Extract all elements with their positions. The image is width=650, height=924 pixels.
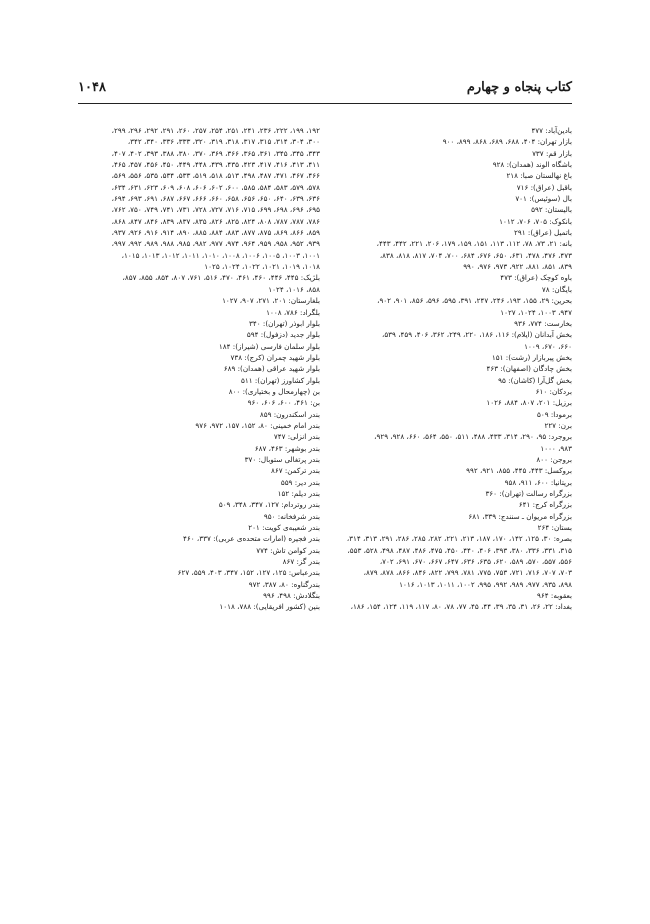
index-entry: باوه کوچک (عراق): ۴۷۳ xyxy=(500,273,572,283)
index-entry: ۵۵۶، ۵۵۷، ۵۷۰، ۵۸۹، ۶۲۰، ۶۳۵، ۶۳۶، ۶۴۷، ۶۶۷، ۶۷۰، ۶۹۱، ۷۰۲، xyxy=(379,557,572,567)
index-entry: بندر روتردام: ۱۲۷، ۳۴۷، ۳۴۸، ۵۰۹ xyxy=(218,500,320,510)
index-entry: ۵۷۸، ۵۷۹، ۵۸۳، ۵۸۴، ۵۸۵، ۶۰۰، ۶۰۲، ۶۰۶، ۶۰۸، ۶۰۹، ۶۲۳، ۶۳۱، ۶۳۴، xyxy=(111,182,320,192)
index-entry: بانکوک: ۷۰۵، ۷۰۶، ۱۰۱۲ xyxy=(499,216,572,226)
index-entry: برزیل: ۲۰۱، ۸۰۷، ۸۸۴، ۱۰۲۶ xyxy=(486,398,572,408)
index-entry: ۴۷۳، ۴۷۶، ۴۷۸، ۶۳۱، ۶۵۰، ۶۷۶، ۶۸۴، ۷۰۰، ۷۰۴، ۸۱۷، ۸۱۸، ۸۳۸، xyxy=(379,250,572,260)
index-entry: ۴۱۱، ۴۱۳، ۴۱۶، ۴۱۷، ۴۲۳، ۴۳۵، ۴۳۹، ۴۴۸، ۴۴۹، ۴۵۰، ۴۵۶، ۴۵۷، ۴۶۵، xyxy=(111,160,320,170)
index-column-right xyxy=(332,125,572,613)
index-entry: برمودا: ۵۰۹ xyxy=(536,409,572,419)
book-title: کتاب پنجاه و چهارم xyxy=(466,80,572,95)
index-entry: ۴۶۶، ۴۶۷، ۴۷۱، ۴۸۷، ۴۹۸، ۵۱۳، ۵۱۸، ۵۱۹، ۵۳۳، ۵۳۴، ۵۳۵، ۵۵۶، ۵۶۹، xyxy=(111,171,320,181)
index-entry: بروجرد: ۹۵، ۲۹۰، ۳۱۴، ۴۳۳، ۴۸۸، ۵۱۱، ۵۵۰، ۵۶۴، ۶۶۰، ۹۲۸، ۹۲۹، xyxy=(374,432,572,442)
index-entry: بخارست: ۷۷۴، ۹۳۶ xyxy=(514,318,572,328)
header-divider xyxy=(78,103,572,104)
index-entry: باشگاه الوند (همدان): ۹۲۸ xyxy=(492,160,572,170)
index-entry: بخش گل‌آرا (کاشان): ۹۵ xyxy=(498,375,572,385)
index-entry: ۹۳۹، ۹۵۲، ۹۵۸، ۹۵۹، ۹۶۴، ۹۷۴، ۹۷۷، ۹۸۲، ۹۸۵، ۹۸۸، ۹۸۹، ۹۹۲، ۹۹۷، xyxy=(111,239,320,249)
index-entry: بردکان: ۶۱۰ xyxy=(535,386,572,396)
index-entry: بخش آبدانان (ایلام): ۱۱۶، ۱۸۶، ۲۲۰، ۲۴۹، ۳۶۲، ۴۰۶، ۴۵۹، ۵۳۹، xyxy=(381,330,572,340)
index-entry: بادین‌آباد: ۴۷۷ xyxy=(531,126,572,135)
index-entry: بندرعباس: ۱۲۵، ۱۲۷، ۱۵۲، ۳۴۷، ۴۰۳، ۵۵۹، ۶۲۷ xyxy=(177,568,320,578)
index-entry: بندر بوشهر: ۴۶۳، ۶۸۷ xyxy=(254,443,320,453)
index-entry: ۸۳۹، ۸۵۱، ۸۸۱، ۹۲۲، ۹۷۳، ۹۷۶، ۹۹۰ xyxy=(463,262,572,272)
index-entry: بلگراد: ۷۸۶، ۱۰۰۸ xyxy=(266,307,320,317)
index-entry: بندر انزلی: ۷۴۷ xyxy=(273,432,320,442)
index-entry: ۳۴۳، ۳۴۵، ۳۴۵، ۳۶۱، ۳۶۵، ۳۶۶، ۳۶۹، ۳۷۰، ۳۸۰، ۳۸۸، ۳۹۳، ۴۰۲، ۴۰۷، xyxy=(111,148,320,158)
index-entry: بن: ۴۶۱، ۶۰۰، ۶۰۶، ۹۶۰ xyxy=(247,398,320,408)
index-entry: بصره: ۳۰، ۱۲۵، ۱۴۲، ۱۷۰، ۱۸۷، ۲۱۳، ۲۲۱، ۲۸۲، ۲۸۵، ۲۸۶، ۲۹۱، ۳۱۳، ۳۱۴، xyxy=(346,534,572,544)
index-entry: ۳۱۵، ۳۳۱، ۳۳۶، ۳۸۰، ۳۹۳، ۴۰۶، ۴۴۰، ۴۵۰، ۴۷۵، ۴۸۶، ۴۸۷، ۴۹۸، ۵۲۸، ۵۵۳، xyxy=(347,545,572,555)
index-entry: بلوار کشاورز (تهران): ۵۱۱ xyxy=(240,375,320,385)
index-entry: بحرین: ۲۹، ۱۵۵، ۱۹۳، ۲۴۶، ۲۴۷، ۳۹۱، ۵۹۵، ۵۹۶، ۸۵۶، ۹۰۱، ۹۰۲، xyxy=(377,296,572,306)
index-entry: باتمیل (عراق): ۲۹۱ xyxy=(514,228,572,238)
index-entry: ۷۰۳، ۷۰۷، ۷۱۶، ۷۲۱، ۷۵۳، ۷۷۵، ۷۸۱، ۷۹۹، ۸۲۲، ۸۴۶، ۸۶۶، ۸۷۸، ۸۷۹، xyxy=(363,568,572,578)
index-entry: بازار تهران: ۴۰۴، ۶۸۸، ۶۸۹، ۸۶۸، ۸۹۹، ۹۰۰ xyxy=(442,137,572,147)
index-entry: بزرگراه مریوان ـ سنندج: ۳۳۹، ۶۸۱ xyxy=(468,511,572,521)
index-entry: برن: ۲۲۷ xyxy=(544,420,572,430)
index-entry: ۶۳۶، ۶۳۹، ۶۴۰، ۶۵۰، ۶۵۶، ۶۵۸، ۶۶۰، ۶۶۶، ۶۶۷، ۶۸۷، ۶۹۱، ۶۹۳، ۶۹۴، xyxy=(111,194,320,204)
index-entry: بندر شعیبه‌ی کویت: ۲۰۱ xyxy=(248,523,320,533)
index-entry: ۷۸۶، ۷۸۷، ۷۸۷، ۸۰۸، ۸۲۴، ۸۲۵، ۸۲۶، ۸۳۵، ۸۳۷، ۸۳۹، ۸۴۶، ۸۴۷، ۸۶۸، xyxy=(111,216,320,226)
index-entry: بازار قم: ۷۳۷ xyxy=(532,148,572,158)
index-entry: ۶۹۵، ۶۹۶، ۶۹۸، ۶۹۹، ۷۱۵، ۷۱۶، ۷۲۷، ۷۲۸، ۷۳۱، ۷۴۱، ۷۴۹، ۷۵۰، ۷۶۲، xyxy=(111,205,320,215)
index-entry: بندر گز: ۸۶۷ xyxy=(282,557,320,567)
index-entry: بلوار شهید چمران (کرج): ۷۳۸ xyxy=(230,352,320,362)
index-entry: بندرگناوه: ۸۰، ۳۸۷، ۹۷۲ xyxy=(248,579,320,589)
index-entry: ۱۰۱۸، ۱۰۱۹، ۱۰۲۱، ۱۰۲۲، ۱۰۲۴، ۱۰۲۵ xyxy=(204,262,320,272)
index-entry: بالیستان: ۵۹۲ xyxy=(531,205,572,215)
index-entry: بندر دیر: ۵۵۹ xyxy=(280,477,320,487)
index-entry: بلژیک: ۴۴۵، ۴۴۶، ۴۶۰، ۴۶۱، ۴۷۰، ۵۱۶، ۷۶۱، ۸۰۷، ۸۵۴، ۸۵۵، ۸۵۷، xyxy=(122,273,320,283)
index-entry: باقبل (عراق): ۷۱۶ xyxy=(516,182,572,192)
index-entry: بلوار ابوذر (تهران): ۳۴۰ xyxy=(249,318,320,328)
index-entry: ۹۸۳، ۱۰۰۰ xyxy=(540,443,572,453)
index-entry: بزرگراه کرج: ۶۴۱ xyxy=(518,500,572,510)
page-header xyxy=(78,80,572,100)
index-entry: بندر امام خمینی: ۸۰، ۱۵۲، ۱۵۷، ۹۷۲، ۹۷۶ xyxy=(195,420,320,430)
index-entry: بندر کوامن تاش: ۷۷۴ xyxy=(256,545,320,555)
index-entry: بندر دیلم: ۱۵۲ xyxy=(277,489,320,498)
index-entry: ۹۴۷، ۱۰۰۳، ۱۰۲۴، ۱۰۲۷ xyxy=(500,307,572,317)
index-entry: بزرگراه رسالت (تهران): ۳۶۰ xyxy=(485,489,572,498)
index-entry: بندر ترکمن: ۸۶۷ xyxy=(270,466,320,476)
index-entry: بن (چهارمحال و بختیاری): ۸۰۰ xyxy=(228,386,320,396)
index-entry: بندر شرفخانه: ۹۵۰ xyxy=(263,511,320,521)
index-entry: بروجن: ۸۰۰ xyxy=(536,454,572,464)
index-entry: ۶۶۰، ۶۷۰، ۱۰۰۹ xyxy=(524,341,572,351)
index-entry: بعقوبه: ۹۶۴ xyxy=(537,591,572,601)
index-entry: ۱۹۲، ۱۹۹، ۲۲۲، ۲۳۶، ۲۴۱، ۲۵۱، ۲۵۴، ۲۵۷، ۲۶۰، ۲۹۱، ۲۹۲، ۲۹۶، ۲۹۹، xyxy=(111,126,320,135)
index-entry: بلوار جدید (دزفول): ۵۹۴ xyxy=(246,330,320,340)
index-entry: بندر فجیره (امارات متحده‌ی عربی): ۳۳۷، ۴۶۰ xyxy=(183,534,320,544)
index-entry: بایگان: ۷۸ xyxy=(541,284,572,294)
index-column-left xyxy=(80,125,320,613)
index-entry: بندر پرتغالی ستوبال: ۳۷۰ xyxy=(244,454,320,464)
index-entry: بلوار شهید عراقی (همدان): ۶۸۹ xyxy=(223,364,320,374)
index-entry: بروکسل: ۴۴۳، ۴۴۵، ۸۵۵، ۹۲۱، ۹۹۲ xyxy=(466,466,572,476)
index-entry: بلغارستان: ۲۰۱، ۲۷۱، ۹۰۷، ۱۰۲۷ xyxy=(222,296,320,306)
index-entry: بال (سوئیس): ۷۰۱ xyxy=(515,194,572,204)
index-entry: بانه: ۲۱، ۷۳، ۷۸، ۱۱۲، ۱۱۳، ۱۵۱، ۱۵۹، ۱۷۹، ۲۰۶، ۲۲۱، ۴۴۲، ۴۴۳، xyxy=(376,239,572,249)
index-entry: بندر اسکندرون: ۸۵۹ xyxy=(259,409,320,419)
index-entry: ۱۰۰۱، ۱۰۰۳، ۱۰۰۵، ۱۰۰۶، ۱۰۰۸، ۱۰۱۰، ۱۰۱۱، ۱۰۱۲، ۱۰۱۳، ۱۰۱۵، xyxy=(121,250,320,260)
index-entry: باغ نهالستان صبا: ۲۱۸ xyxy=(506,171,572,181)
index-entry: بنین (کشور افریقایی): ۷۸۸، ۱۰۱۸ xyxy=(219,602,320,612)
page-number: ۱۰۴۸ xyxy=(78,80,106,95)
index-entry: بنگلادش: ۴۹۸، ۹۹۶ xyxy=(263,591,320,601)
index-entry: بستان: ۲۶۴ xyxy=(537,523,572,533)
index-entry: بغداد: ۲۲، ۲۶، ۳۱، ۳۵، ۳۹، ۴۴، ۴۵، ۷۷، ۷۸، ۸۰، ۱۱۷، ۱۱۹، ۱۲۴، ۱۵۴، ۱۸۶، xyxy=(350,602,572,612)
index-entry: ۸۵۸، ۱۰۱۶، ۱۰۲۴ xyxy=(268,284,320,294)
index-entry: بلوار سلمان فارسی (شیراز): ۱۸۴ xyxy=(218,341,320,351)
index-entry: ۸۹۸، ۹۳۵، ۹۷۷، ۹۸۹، ۹۹۲، ۹۹۵، ۱۰۰۲، ۱۰۱۱، ۱۰۱۳، ۱۰۱۶ xyxy=(399,579,572,589)
index-entry: بریتانیا: ۶۰۰، ۹۱۱، ۹۵۸ xyxy=(504,477,572,487)
index-entry: ۳۰۰، ۳۰۴، ۳۱۴، ۳۱۵، ۳۱۷، ۳۱۸، ۳۱۹، ۳۲۰، ۳۳۳، ۳۳۶، ۳۴۰، ۳۴۲، xyxy=(127,137,320,147)
index-entry: بخش چادگان (اصفهان): ۴۶۳ xyxy=(486,364,572,374)
index-entry: بخش پیربازار (رشت): ۱۵۱ xyxy=(491,352,572,362)
index-entry: ۸۵۹، ۸۶۶، ۸۶۹، ۸۷۵، ۸۷۷، ۸۸۳، ۸۸۴، ۸۸۵، ۸۹۰، ۹۱۴، ۹۱۶، ۹۲۶، ۹۳۷، xyxy=(111,228,320,238)
